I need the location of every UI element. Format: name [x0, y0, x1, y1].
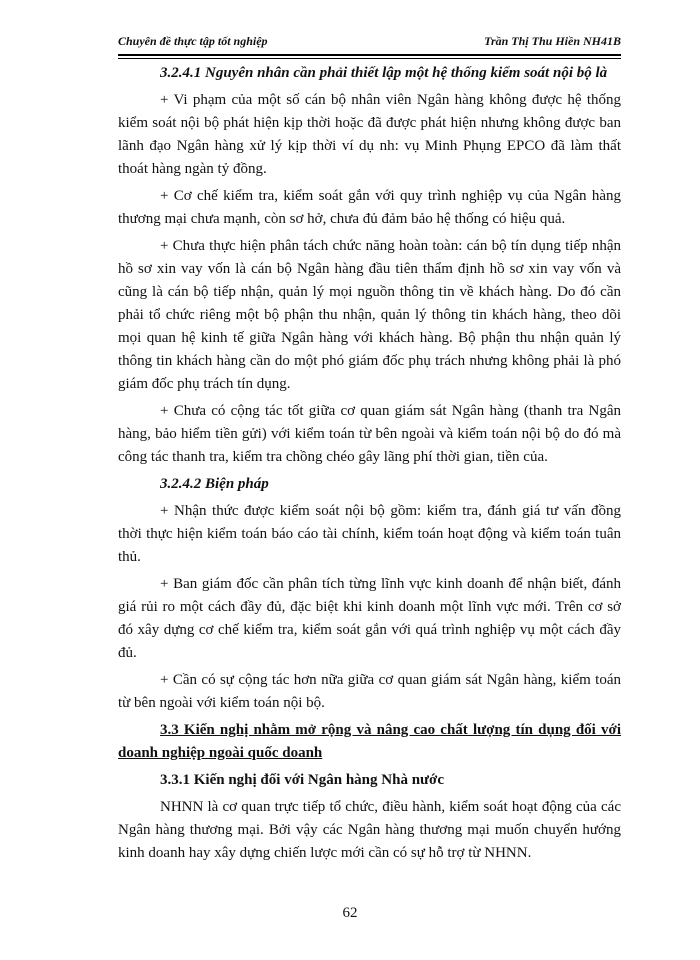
paragraph: + Ban giám đốc cần phân tích từng lĩnh vực kinh doanh để nhận biết, đánh giá rủi ro một cách đầy đủ, đặc biệt khi kinh doanh một lĩnh vực mới. Trên cơ sở đó xây dựng cơ chế kiểm tra, kiểm soát gắn với quá trình nghiệp vụ một cách đầy đủ. — [118, 576, 621, 661]
page-body — [118, 62, 621, 869]
paragraph: + Vi phạm của một số cán bộ nhân viên Ngân hàng không được hệ thống kiểm soát nội bộ phát hiện kịp thời hoặc đã được phát hiện nhưng không được ban lãnh đạo Ngân hàng xử lý kịp thời ví dụ nh: vụ Minh Phụng EPCO đã làm thất thoát hàng ngàn tỷ đồng. — [118, 92, 621, 177]
header-document-title: Chuyên đề thực tập tốt nghiệp — [118, 34, 268, 48]
paragraph: + Cần có sự cộng tác hơn nữa giữa cơ quan giám sát Ngân hàng, kiểm toán từ bên ngoài với kiểm toán nội bộ. — [118, 672, 621, 711]
heading-331: 3.3.1 Kiến nghị đối với Ngân hàng Nhà nước — [160, 772, 445, 788]
page-number: 62 — [342, 905, 358, 921]
paragraph: + Nhận thức được kiểm soát nội bộ gồm: kiểm tra, đánh giá tư vấn đồng thời thực hiện kiểm toán báo cáo tài chính, kiểm toán hoạt động và kiểm toán tuân thủ. — [118, 503, 621, 565]
paragraph: NHNN là cơ quan trực tiếp tổ chức, điều hành, kiểm soát hoạt động của các Ngân hàng thương mại. Bởi vậy các Ngân hàng thương mại muốn chuyển hướng kinh doanh hay xây dựng chiến lược mới cần có sự hỗ trợ từ NHNN. — [118, 799, 621, 861]
header-divider — [118, 54, 621, 59]
paragraph: + Cơ chế kiểm tra, kiểm soát gắn với quy trình nghiệp vụ của Ngân hàng thương mại chưa mạnh, còn sơ hở, chưa đủ đảm bảo hệ thống có hiệu quả. — [118, 188, 621, 227]
heading-33: 3.3 Kiến nghị nhằm mở rộng và nâng cao chất lượng tín dụng đối với doanh nghiệp ngoài quốc doanh — [118, 722, 621, 761]
paragraph: + Chưa thực hiện phân tách chức năng hoàn toàn: cán bộ tín dụng tiếp nhận hồ sơ xin vay vốn là cán bộ Ngân hàng đầu tiên thẩm định hồ sơ xin vay vốn và cũng là cán bộ tiếp nhận, quản lý mọi nguồn thông tin về khách hàng. Do đó cần phải tổ chức riêng một bộ phận thu nhận, quản lý thông tin khách hàng, theo dõi mọi quan hệ kinh tế giữa Ngân hàng với khách hàng. Bộ phận thu nhận quản lý thông tin khách hàng cần do một phó giám đốc phụ trách nhưng không phải là phó giám đốc phụ trách tín dụng. — [118, 238, 621, 392]
paragraph: + Chưa có cộng tác tốt giữa cơ quan giám sát Ngân hàng (thanh tra Ngân hàng, bảo hiểm tiền gửi) với kiểm toán từ bên ngoài và kiểm toán nội bộ do đó mà công tác thanh tra, kiểm tra chồng chéo gây lãng phí thời gian, tiền của. — [118, 403, 621, 465]
heading-3241: 3.2.4.1 Nguyên nhân cần phải thiết lập một hệ thống kiểm soát nội bộ là — [160, 65, 608, 81]
heading-3242: 3.2.4.2 Biện pháp — [160, 476, 269, 492]
header-author: Trần Thị Thu Hiền NH41B — [484, 34, 621, 48]
